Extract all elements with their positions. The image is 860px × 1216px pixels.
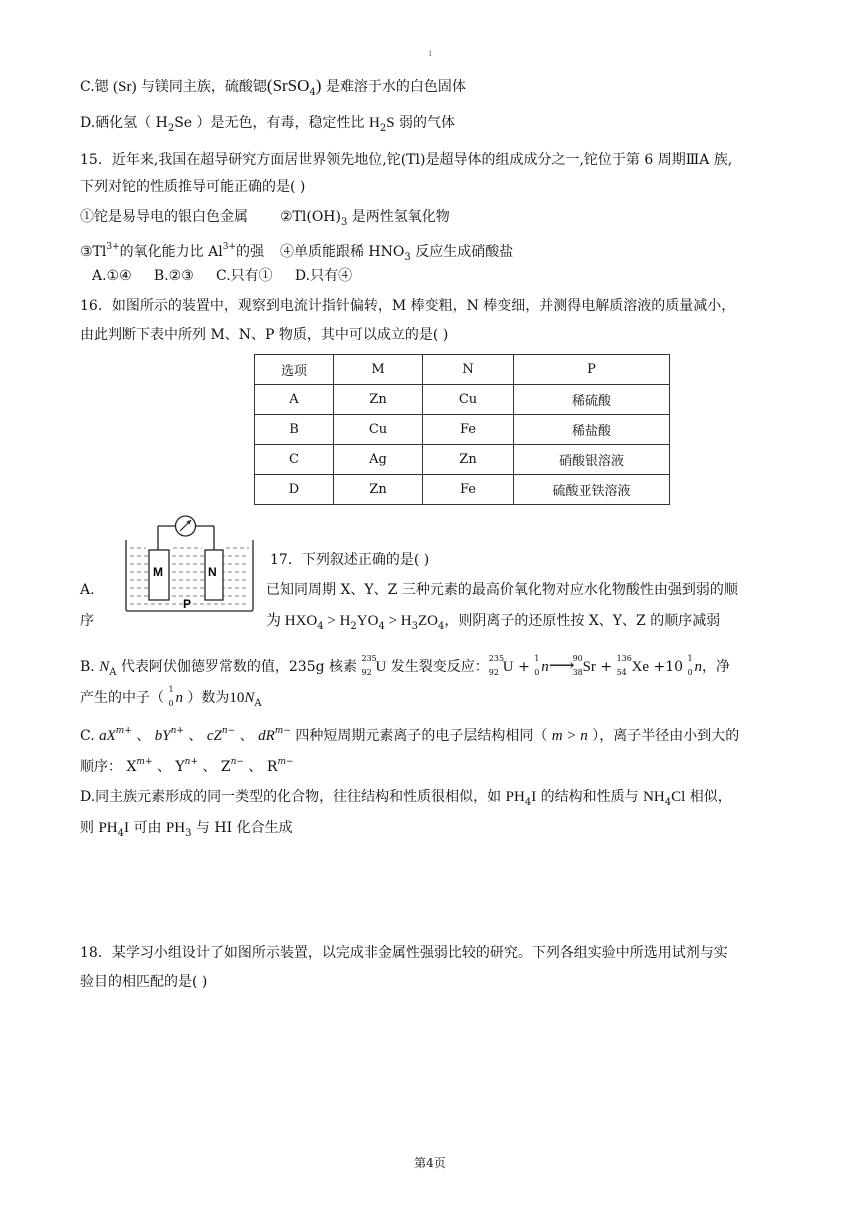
table-row xyxy=(255,385,670,415)
table-row xyxy=(255,415,670,445)
q17-option-d-line2: 则 $PH_4I$ 可由 $PH_3$ 与 HI 化合生成 xyxy=(80,820,293,839)
q14-option-c: C.锶 (Sr) 与镁同主族，硫酸锶(SrSO$_4$) 是难溶于水的白色固体 xyxy=(80,76,466,98)
q17-option-b-line2: 产生的中子（ 1 0 n ）数为$10N_A$ xyxy=(80,685,262,709)
q17-option-b-line1: B. $N_A$ 代表阿伏伽德罗常数的值，235g 核素 235 92 U 发生裂变反应： 235 92 U + 1 0 n⟶ 90 38 Sr + 136 54 Xe +10 1 0 n，净 xyxy=(80,654,731,678)
q15-statements-row2: $③Tl^{3+}$的氧化能力比 $Al^{3+}$的强 ④单质能跟稀 $HNO_3$ 反应生成硝酸盐 xyxy=(80,242,514,263)
table-header-row xyxy=(255,355,670,385)
q17-option-c-line1: C. $aX^{m+}$ 、 $bY^{n+}$ 、 $cZ^{n-}$ 、 $dR^{m-}$ 四种短周期元素离子的电子层结构相同（ m > n ），离子半径由小到大的 xyxy=(80,726,740,744)
table-row xyxy=(255,445,670,475)
page-top-mark: 1 xyxy=(428,50,433,58)
electrode-m-label: M xyxy=(153,565,163,579)
table-cell: 硫酸亚铁溶液 xyxy=(514,475,670,505)
table-cell: Cu xyxy=(334,415,423,445)
table-header-cell: M xyxy=(334,355,423,385)
table-cell: Zn xyxy=(423,445,514,475)
q16-stem-line2: 由此判断下表中所列 M、N、P 物质，其中可以成立的是( ) xyxy=(80,327,449,343)
q15-stem-line2: 下列对铊的性质推导可能正确的是( ) xyxy=(80,179,306,195)
page-number: 第4页 xyxy=(414,1156,446,1170)
q17-option-a-label: A. xyxy=(80,582,95,598)
q17-option-a-label2: 序 xyxy=(80,613,94,629)
q17-option-a-line1: 已知同周期 X、Y、Z 三种元素的最高价氧化物对应水化物酸性由强到弱的顺 xyxy=(266,582,738,598)
q17-option-a-line2: 为 $HXO_4 > H_2YO_4 > H_3ZO_4$，则阴离子的还原性按 X、Y、Z 的顺序减弱 xyxy=(266,613,721,632)
table-row xyxy=(255,475,670,505)
table-cell: A xyxy=(255,385,334,415)
q15-choices: A.①④ B.②③ C.只有① D.只有④ xyxy=(92,268,353,284)
table-header-cell: 选项 xyxy=(255,355,334,385)
table-cell: Fe xyxy=(423,475,514,505)
table-cell: Fe xyxy=(423,415,514,445)
galvanic-cell-figure xyxy=(118,510,263,615)
q15-stem-line1: 15．近年来,我国在超导研究方面居世界领先地位,铊(Tl)是超导体的组成成分之一,铊位于第 6 周期ⅢA 族, xyxy=(80,152,733,168)
table-cell: C xyxy=(255,445,334,475)
q15-statements-row1: ①铊是易导电的银白色金属 $②Tl(OH)_3$ 是两性氢氧化物 xyxy=(80,209,450,228)
q17-stem: 17．下列叙述正确的是( ) xyxy=(270,552,430,568)
q16-options-table xyxy=(254,354,670,505)
table-cell: 稀硫酸 xyxy=(514,385,670,415)
table-cell: Zn xyxy=(334,475,423,505)
table-cell: Cu xyxy=(423,385,514,415)
table-cell: Ag xyxy=(334,445,423,475)
electrode-n-label: N xyxy=(208,565,217,579)
table-cell: 稀盐酸 xyxy=(514,415,670,445)
table-header-cell: N xyxy=(423,355,514,385)
q18-stem-line2: 验目的相匹配的是( ) xyxy=(80,974,208,990)
table-cell: Zn xyxy=(334,385,423,415)
q14-option-d: D.硒化氢（ $H_2Se$ ）是无色，有毒，稳定性比 $H_2S$ 弱的气体 xyxy=(80,115,456,134)
q16-stem-line1: 16．如图所示的装置中，观察到电流计指针偏转，M 棒变粗，N 棒变细，并测得电解质溶液的质量减小， xyxy=(80,298,736,314)
q17-option-c-line2: 顺序： $X^{m+}$ 、 $Y^{n+}$ 、 $Z^{n-}$ 、 $R^{m-}$ xyxy=(80,757,294,775)
table-cell: D xyxy=(255,475,334,505)
q18-stem-line1: 18．某学习小组设计了如图所示装置，以完成非金属性强弱比较的研究。下列各组实验中所选用试剂与实 xyxy=(80,945,728,961)
table-cell: B xyxy=(255,415,334,445)
table-header-cell: P xyxy=(514,355,670,385)
q17-option-d-line1: D.同主族元素形成的同一类型的化合物，往往结构和性质很相似，如 $PH_4I$ 的结构和性质与 $NH_4Cl$ 相似， xyxy=(80,789,732,808)
table-cell: 硝酸银溶液 xyxy=(514,445,670,475)
electrolyte-p-label: P xyxy=(183,597,192,611)
